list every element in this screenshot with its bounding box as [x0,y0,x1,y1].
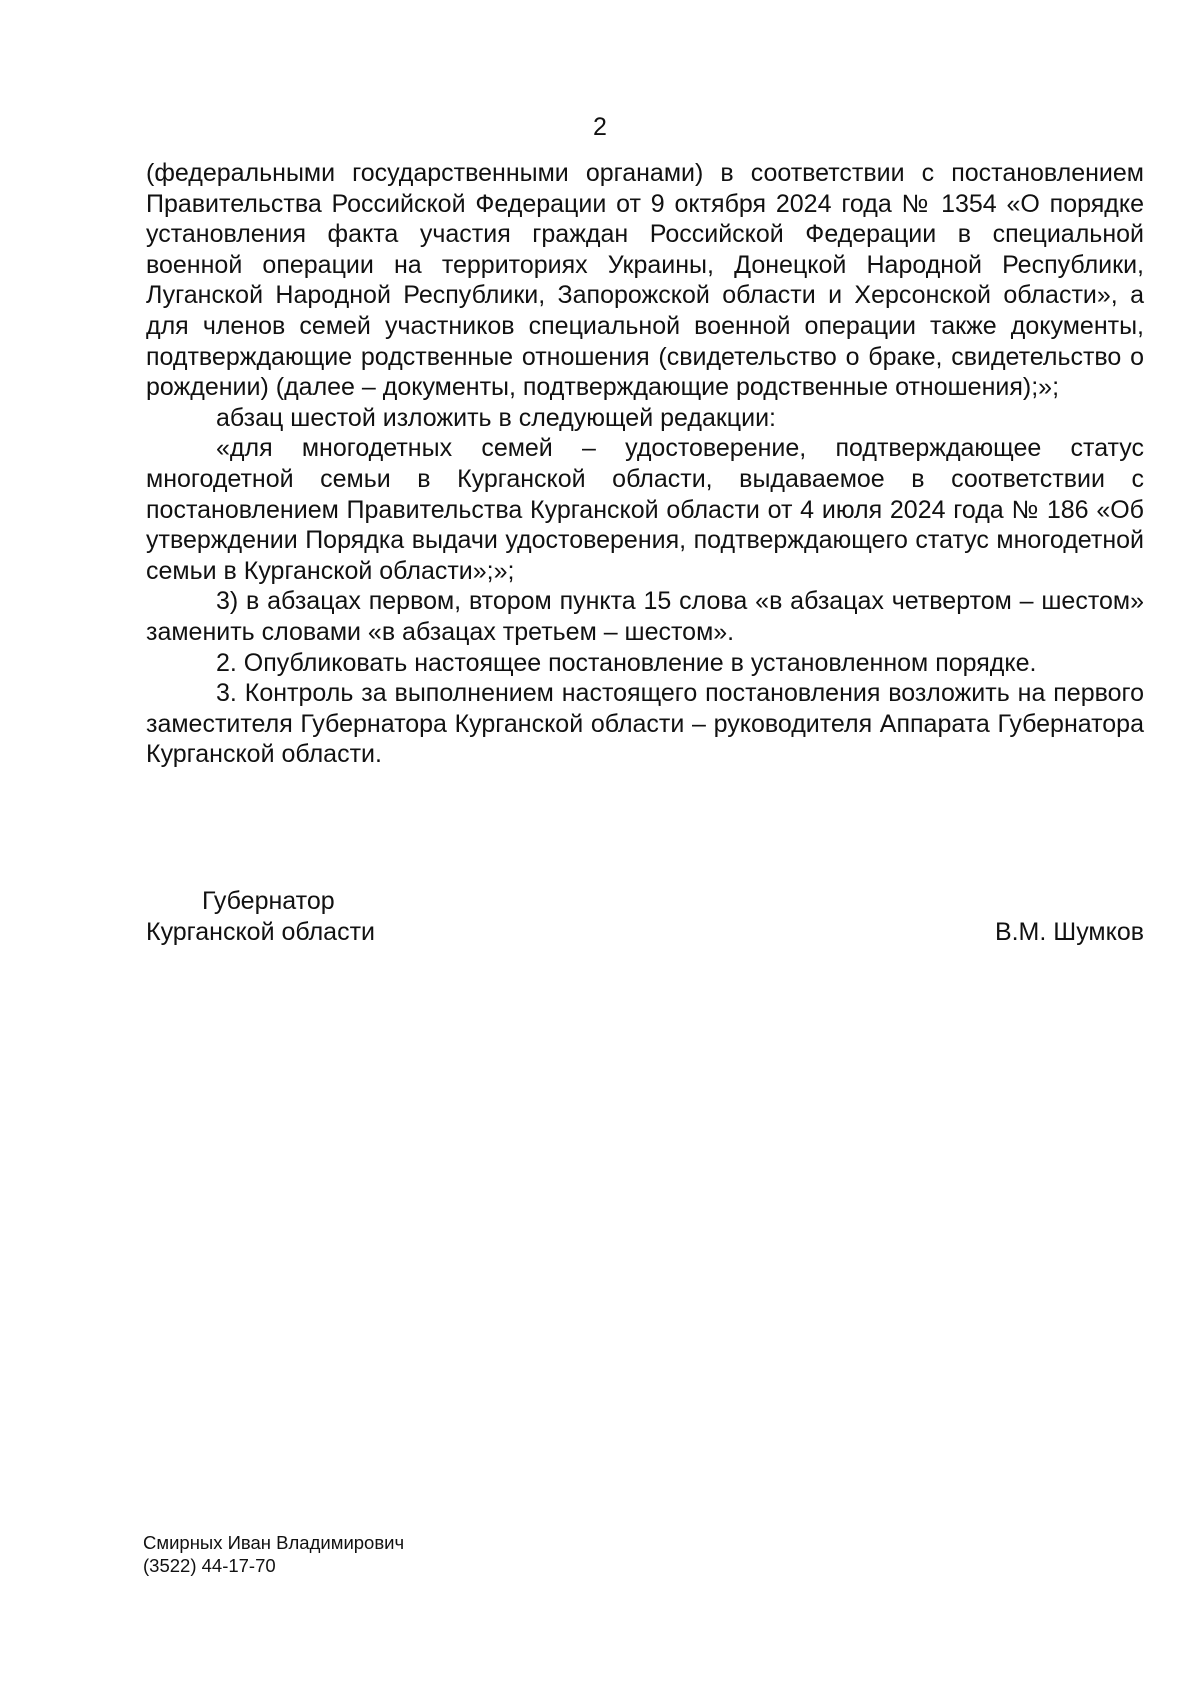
paragraph-2: абзац шестой изложить в следующей редакции: [216,403,776,432]
paragraph-3: «для многодетных семей – удостоверение, подтверждающее статус многодетной семьи в Курганской области, выдаваемое в соответствии с постановлением Правительства Курганской области от 4 июля 2024 года № 186 «Об утверждении Порядка выдачи удостоверения, подтверждающего статус многодетной семьи в Курганской области»;»; [146,434,1144,585]
contact-name: Смирных Иван Владимирович [143,1532,405,1553]
signatory-position [146,886,375,948]
paragraph-5: 2. Опубликовать настоящее постановление в установленном порядке. [216,648,1037,677]
paragraph-1: (федеральными государственными органами) в соответствии с постановлением Правительства Российской Федерации от 9 октября 2024 года № 1354 «О порядке установления факта участия граждан Российской Федерации в специальной военной операции на территориях Украины, Донецкой Народной Республики, Луганской Народной Республики, Запорожской области и Херсонской области», а для членов семей участников специальной военной операции также документы, подтверждающие родственные отношения (свидетельство о браке, свидетельство о рождении) (далее – документы, подтверждающие родственные отношения);»; [146,159,1144,402]
signatory-name: В.М. Шумков [994,918,1144,946]
signatory-position-line1: Губернатор [202,887,335,915]
paragraph-4: 3) в абзацах первом, втором пункта 15 слова «в абзацах четвертом – шестом» заменить словами «в абзацах третьем – шестом». [146,587,1144,646]
paragraph-6: 3. Контроль за выполнением настоящего постановления возложить на первого заместителя Губернатора Курганской области – руководителя Аппарата Губернатора Курганской области. [146,679,1144,769]
document-body [146,158,1144,770]
signatory-position-line2: Курганской области [146,918,376,946]
contact-block [143,1531,404,1577]
page-number: 2 [593,113,607,141]
contact-phone: (3522) 44-17-70 [143,1555,276,1576]
